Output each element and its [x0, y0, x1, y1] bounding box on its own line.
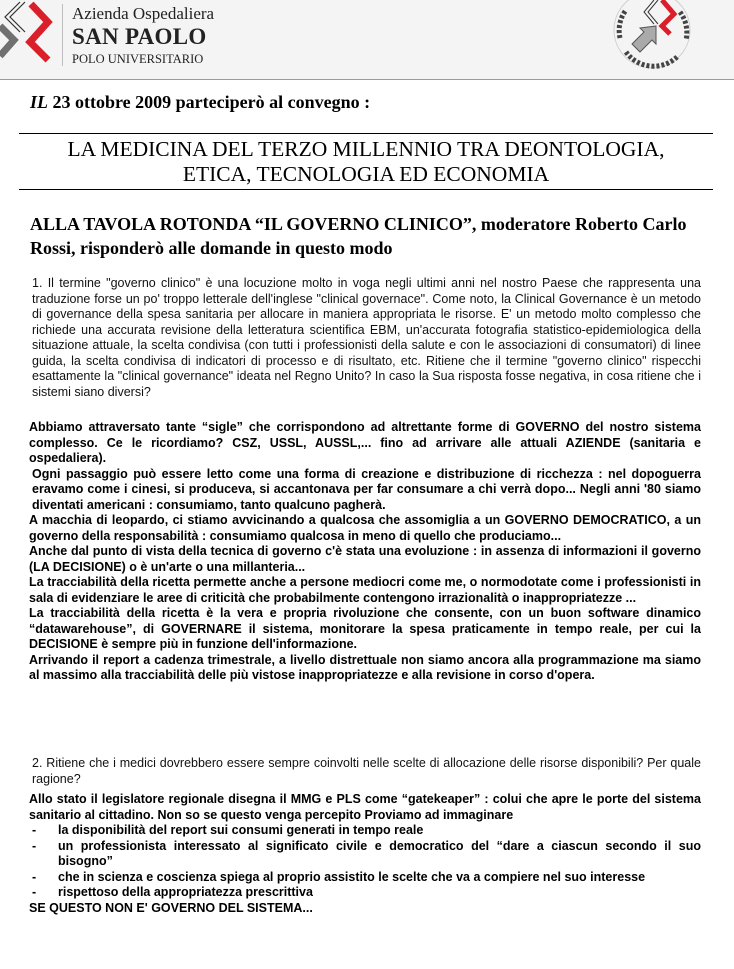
answer-2: [29, 792, 701, 916]
bullet-marker: -: [32, 823, 37, 837]
bullet-text: che in scienza e coscienza spiega al proprio assistito le scelte che va a compiere nel suo interesse: [58, 869, 646, 884]
answer-2-intro: Allo stato il legislatore regionale disegna il MMG e PLS come “gatekeaper” : colui che apre le porte del sistema sanitario al cittadino. Non so se questo venga percepito Proviamo ad immaginare: [29, 792, 701, 822]
answer-1-paragraph: Anche dal punto di vista della tecnica di governo c'è stata una evoluzione : in assenza di informazioni il governo (LA DECISIONE) o è un'arte o una millanteria...: [29, 544, 701, 574]
bullet-item: [29, 839, 701, 870]
answer-1-paragraph: La tracciabilità della ricetta è la vera e propria rivoluzione che consente, con un buon software dinamico “datawarehouse”, di GOVERNARE il sistema, monitorare la spesa praticamente in tempo reale, per cui la DECISIONE è sempre più in funzione dell'informazione.: [29, 606, 701, 651]
answer-1-paragraph: A macchia di leopardo, ci stiamo avvicinando a qualcosa che assomiglia a un GOVERNO DEMOCRATICO, a un governo della responsabilità : consumiamo qualcosa in meno di quello che produciamo...: [29, 513, 701, 543]
san-paolo-chevron-logo-icon: [0, 0, 58, 68]
round-table-heading: ALLA TAVOLA ROTONDA “IL GOVERNO CLINICO”, moderatore Roberto Carlo Rossi, risponderò alle domande in questo modo: [30, 214, 687, 258]
org-line-3: POLO UNIVERSITARIO: [72, 52, 204, 66]
answer-2-closing: SE QUESTO NON E' GOVERNO DEL SISTEMA...: [29, 900, 313, 915]
org-line-1: Azienda Ospedaliera: [72, 4, 215, 23]
answer-1: [29, 420, 701, 684]
org-line-2: SAN PAOLO: [72, 24, 207, 49]
conference-title-line-1: LA MEDICINA DEL TERZO MILLENNIO TRA DEONTOLOGIA,: [67, 137, 665, 161]
question-2: 2. Ritiene che i medici dovrebbero essere sempre coinvolti nelle scelte di allocazione delle risorse disponibili? Per quale ragione?: [32, 756, 701, 786]
bullet-text: rispettoso della appropriatezza prescrittiva: [58, 885, 313, 899]
conference-title: [19, 137, 713, 187]
bullet-item: [29, 885, 701, 901]
answer-1-paragraph: Arrivando il report a cadenza trimestrale, a livello distrettuale non siamo ancora alla programmazione ma siamo al massimo alla tracciabilità delle più vistose inappropriatezze e alla revisione in corso d'opera.: [29, 652, 701, 682]
bullet-item: [29, 870, 701, 886]
answer-1-paragraph: La tracciabilità della ricetta permette anche a persone mediocri come me, o normodotate come i professionisti in sala di evidenziare le aree di criticità che probabilmente contengono irrazionalità o inappropriatezze ...: [29, 575, 701, 605]
bullet-item: [29, 823, 701, 839]
bullet-text: un professionista interessato al significato civile e democratico del “dare a ciascun secondo il suo bisogno”: [58, 838, 701, 868]
intro-prefix: IL: [30, 92, 48, 112]
event-intro: [30, 92, 370, 113]
bullet-marker: -: [32, 885, 37, 899]
circular-seal-logo-icon: [606, 0, 702, 78]
answer-1-paragraph: Ogni passaggio può essere letto come una forma di creazione e distribuzione di ricchezza : nel dopoguerra eravamo come i cinesi, si produceva, si accantonava per far consumare a chi verrà dopo... Negli anni '80 siamo diventati americani : consumiamo, tanto qualcuno pagherà.: [32, 466, 701, 512]
bullet-marker: -: [32, 838, 37, 853]
question-1: 1. Il termine "governo clinico" è una locuzione molto in voga negli ultimi anni nel nostro Paese che rappresenta una traduzione forse un po' troppo letterale dell'inglese "clinical governace". Come noto, la Clinical Governance è un metodo di governance della spesa sanitaria per allocare in maniera appropriata le risorse. E' un metodo molto complesso che richiede una accurata revisione della letteratura scientifica EBM, un'accurata fotografia statistico-epidemiologica della situazione attuale, la scelta condivisa (con tutti i professionisti della salute e con le associazioni di consumatori) di linee guida, la scelta condivisa di indicatori di processo e di risultato, etc. Ritiene che il termine "governo clinico" rispecchi esattamente la "clinical governance" ideata nel Regno Unito? In caso la Sua risposta fosse negativa, in cosa ritiene che i sistemi siano diversi?: [32, 276, 701, 399]
header-divider: [0, 79, 734, 80]
answer-1-paragraph: Abbiamo attraversato tante “sigle” che corrispondono ad altrettante forme di GOVERNO del nostro sistema complesso. Ce le ricordiamo? CSZ, USSL, AUSSL,... fino ad arrivare alle attuali AZIENDE (sanitaria e ospedaliera).: [29, 420, 701, 465]
bullet-text: la disponibilità del report sui consumi generati in tempo reale: [58, 823, 424, 837]
logo-separator: [62, 4, 63, 66]
letterhead: [0, 0, 734, 80]
conference-title-line-2: ETICA, TECNOLOGIA ED ECONOMIA: [182, 162, 550, 186]
conference-rule-top: [19, 133, 713, 134]
intro-text: 23 ottobre 2009 parteciperò al convegno :: [48, 92, 371, 112]
bullet-marker: -: [32, 869, 37, 884]
conference-rule-bottom: [19, 189, 713, 190]
